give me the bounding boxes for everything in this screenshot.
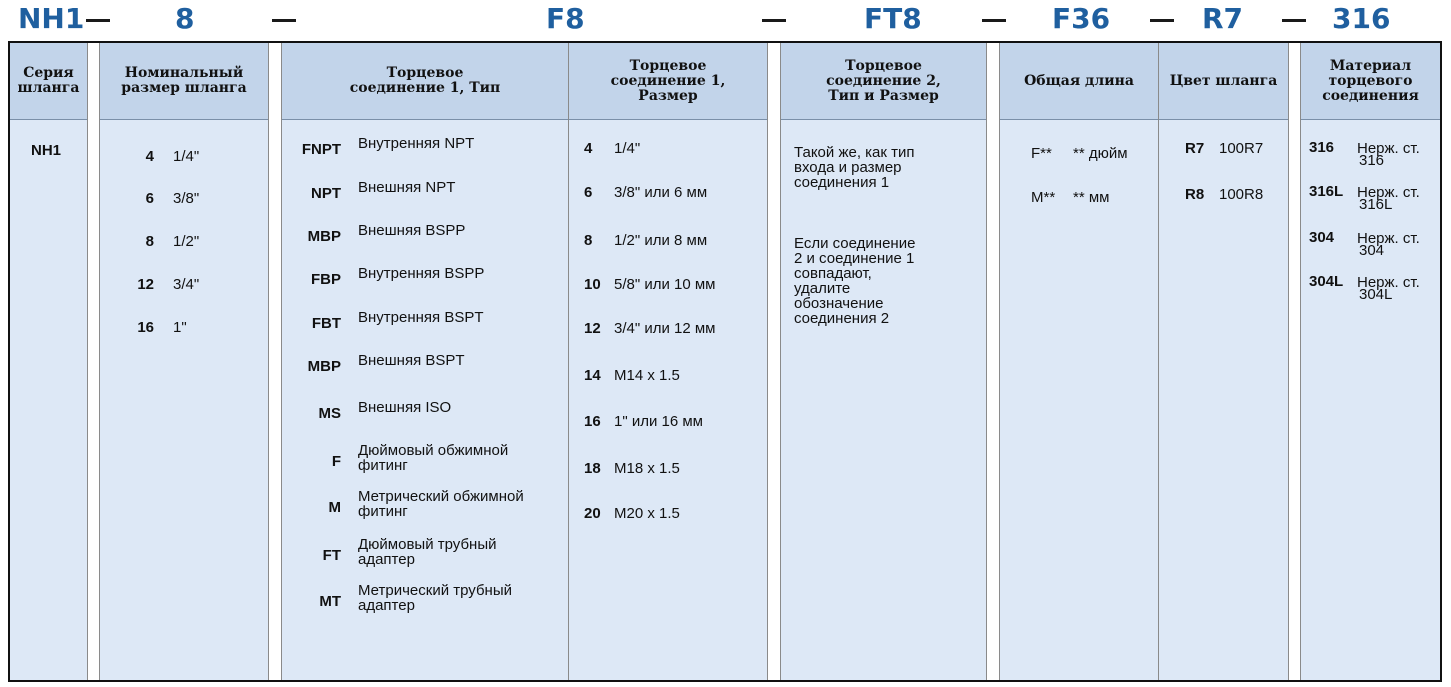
type-description [358,136,474,151]
code-dash [982,19,1006,22]
length-value: ** мм [1073,189,1110,206]
type-description-line: Дюймовый трубный [358,536,497,553]
type-description-line: Внешняя BSPP [358,222,466,239]
material-description [1357,230,1420,259]
header-size: Номинальный размер шланга [100,43,268,120]
end1-size-code: 10 [584,276,601,293]
end1-size-code: 8 [584,232,593,249]
material-code: 316 [1309,139,1335,156]
code-color: R7 [1202,2,1244,35]
type-description [358,180,455,195]
type-code: F [331,453,341,470]
material-description-line: 304 [1359,242,1385,259]
material-description-line: Нерж. ст. [1357,184,1420,201]
code-end1: F8 [546,2,585,35]
size-value: 1" [173,319,187,336]
type-description-line: Метрический трубный [358,582,512,599]
column-color [1159,43,1288,680]
code-series: NH1 [18,2,85,35]
end1-size-value: 1/4" [614,140,641,157]
column-series [10,43,87,680]
type-code: FNPT [301,141,341,158]
end1-size-value: 3/8" или 6 мм [614,184,708,201]
type-code: FBT [311,315,341,332]
header-end2: Торцевое соединение 2, Тип и Размер [781,43,986,120]
material-description [1357,274,1420,303]
code-end2: FT8 [864,2,922,35]
type-code: MBP [307,358,341,375]
column-end2 [781,43,986,680]
size-value: 3/4" [173,276,200,293]
type-description [358,489,524,519]
size-code: 6 [145,190,154,207]
code-dash [1150,19,1174,22]
column-separator [986,43,1000,680]
code-dash [272,19,296,22]
code-dash [86,19,110,22]
material-description-line: Нерж. ст. [1357,140,1420,157]
type-code: NPT [311,185,341,202]
column-separator [268,43,282,680]
material-code: 316L [1309,183,1344,200]
size-code: 16 [137,319,154,336]
header-series: Серия шланга [10,43,87,120]
type-description [358,223,465,238]
type-description-line: Внутренняя BSPT [358,309,484,326]
code-dash [1282,19,1306,22]
material-description-line: 316 [1359,152,1385,169]
type-description-line: Внешняя BSPT [358,352,465,369]
length-code: F** [1031,145,1052,162]
color-code: R7 [1185,140,1205,157]
header-end1-type: Торцевое соединение 1, Тип [282,43,568,120]
end2-note-remove: Если соединение 2 и соединение 1 совпадают, удалите обозначение соединения 2 [794,235,916,327]
column-separator [1288,43,1301,680]
type-description [358,400,451,415]
header-end1-size: Торцевое соединение 1, Размер [569,43,767,120]
material-description-line: Нерж. ст. [1357,274,1420,291]
size-value: 1/2" [173,233,200,250]
column-separator [767,43,781,680]
end1-size-value: 1" или 16 мм [614,413,703,430]
color-value: 100R8 [1219,186,1264,203]
type-description [358,266,484,281]
type-description [358,537,497,567]
header-color: Цвет шланга [1159,43,1288,120]
column-material [1301,43,1440,680]
code-length: F36 [1052,2,1111,35]
column-end1-type [282,43,568,680]
size-value: 1/4" [173,148,200,165]
material-description [1357,184,1420,213]
size-code: 8 [145,233,154,250]
size-code: 12 [137,276,154,293]
code-material: 316 [1332,2,1391,35]
column-separator [87,43,100,680]
type-description-line: Метрический обжимной [358,488,524,505]
material-code: 304 [1309,229,1335,246]
color-code: R8 [1185,186,1205,203]
type-description [358,443,508,473]
size-code: 4 [145,148,154,165]
end1-size-value: 1/2" или 8 мм [614,232,708,249]
type-description-line: Дюймовый обжимной [358,442,509,459]
type-description-line: Внутренняя BSPP [358,265,485,282]
type-description-line: Внешняя NPT [358,179,456,196]
type-code: MT [319,593,341,610]
type-code: MS [318,405,341,422]
material-description-line: 304L [1359,286,1393,303]
code-size: 8 [175,2,195,35]
material-code: 304L [1309,273,1344,290]
column-size [100,43,268,680]
end1-size-code: 20 [584,505,601,522]
material-description-line: Нерж. ст. [1357,230,1420,247]
type-code: M [328,499,341,516]
end1-size-code: 16 [584,413,601,430]
type-description-line: Внешняя ISO [358,399,452,416]
end1-size-code: 4 [584,140,593,157]
length-value: ** дюйм [1073,145,1128,162]
end1-size-code: 6 [584,184,593,201]
header-length: Общая длина [1000,43,1158,120]
end2-note-same: Такой же, как тип входа и размер соединения 1 [794,144,915,191]
end1-size-code: 14 [584,367,601,384]
material-description-line: 316L [1359,196,1393,213]
type-description [358,583,512,613]
type-description-line: фитинг [358,503,408,520]
type-description-line: адаптер [358,551,415,568]
end1-size-code: 18 [584,460,601,477]
end1-size-value: M20 x 1.5 [614,505,680,522]
end1-size-value: 3/4" или 12 мм [614,320,716,337]
type-code: FT [322,547,341,564]
column-end1-size [569,43,767,680]
end1-size-value: M18 x 1.5 [614,460,680,477]
header-material: Материал торцевого соединения [1301,43,1440,120]
color-value: 100R7 [1219,140,1264,157]
end1-size-value: 5/8" или 10 мм [614,276,716,293]
type-description-line: адаптер [358,597,415,614]
end1-size-value: M14 x 1.5 [614,367,680,384]
type-description [358,353,465,368]
series-value: NH1 [31,142,62,159]
type-description [358,310,484,325]
type-code: FBP [311,271,341,288]
end1-size-code: 12 [584,320,601,337]
size-value: 3/8" [173,190,200,207]
type-description-line: фитинг [358,457,408,474]
length-code: M** [1031,189,1056,206]
code-dash [762,19,786,22]
type-description-line: Внутренняя NPT [358,135,475,152]
material-description [1357,140,1420,169]
column-length [1000,43,1158,680]
type-code: MBP [307,228,341,245]
